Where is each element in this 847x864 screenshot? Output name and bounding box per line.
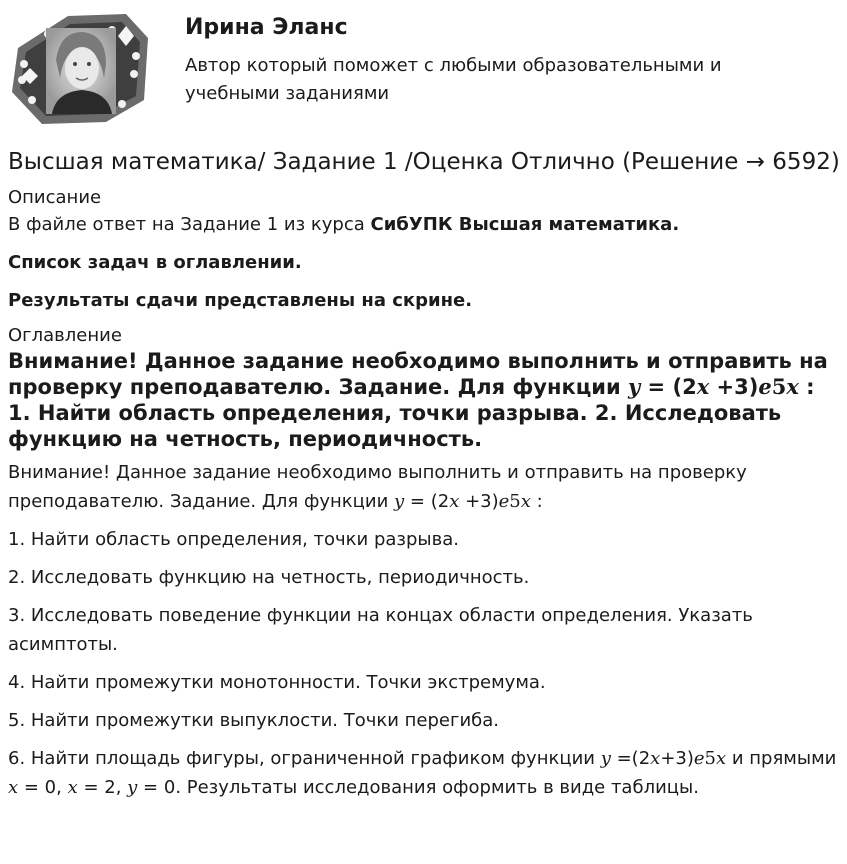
task-statement [8,458,840,516]
math-e: e [498,491,510,512]
toc-heading-text-2: : 1. Найти область определения, точки разрыва. 2. Исследовать функцию на четность, периодичность. [8,375,815,451]
math-5: 5 [771,374,787,399]
avatar[interactable] [8,8,152,126]
task-item-5: 5. Найти промежутки выпуклости. Точки перегиба. [8,710,500,731]
description-label: Описание [8,187,102,208]
math-5: 5 [509,491,521,512]
math-eq0b: = 0 [137,777,176,798]
math-x: x [8,777,19,798]
description-intro-text: В файле ответ на Задание 1 из курса [8,214,371,235]
task-item-6-mid: и прямыми [726,748,837,769]
toc-heading [8,348,840,452]
math-eq: =(2 [610,748,651,769]
math-5: 5 [704,748,716,769]
task-item-6-suffix: . Результаты исследования оформить в виде таблицы. [175,777,699,798]
math-x: x [715,748,727,769]
math-x: x [449,491,460,512]
math-e: e [758,374,772,399]
task-item-1: 1. Найти область определения, точки разрыва. [8,529,459,550]
math-eq0: = 0, [18,777,68,798]
author-card [0,0,847,130]
task-statement-text: Внимание! Данное задание необходимо выполнить и отправить на проверку преподавателю. Задание. Для функции [8,462,747,512]
task-item-2: 2. Исследовать функцию на четность, периодичность. [8,567,530,588]
course-name: СибУПК Высшая математика. [370,214,680,235]
math-x: x [786,374,799,399]
math-plus: +3) [709,375,759,399]
math-plus: +3) [660,748,694,769]
math-y: y [628,374,641,399]
task-item-3: 3. Исследовать поведение функции на концах области определения. Указать асимптоты. [8,605,753,655]
math-x: x [696,374,710,399]
task-item-6 [8,744,840,802]
task-item-6-text: 6. Найти площадь фигуры, ограниченной графиком функции [8,748,601,769]
tasks-note: Список задач в оглавлении. [8,252,302,273]
toc-label: Оглавление [8,325,122,346]
page-title: Высшая математика/ Задание 1 /Оценка Отлично (Решение → 6592) [8,149,840,175]
math-y: y [127,777,138,798]
toc-heading-text: Внимание! Данное задание необходимо выполнить и отправить на проверку преподавателю. Задание. Для функции [8,349,828,399]
author-portrait-icon [8,8,152,126]
math-x: x [67,777,78,798]
math-x: x [520,491,531,512]
author-description: Автор который поможет с любыми образовательными и учебными заданиями [185,55,722,104]
math-y: y [600,748,611,769]
results-note: Результаты сдачи представлены на скрине. [8,290,473,311]
task-item-4: 4. Найти промежутки монотонности. Точки экстремума. [8,672,546,693]
math-eq: = (2 [640,375,697,399]
author-name[interactable]: Ирина Эланс [185,15,348,40]
math-eq2: = 2, [77,777,128,798]
main-content [8,148,840,802]
math-y: y [394,491,405,512]
task-statement-colon: : [530,491,543,512]
math-eq: = (2 [404,491,450,512]
math-plus: +3) [459,491,499,512]
math-x: x [650,748,661,769]
description-intro [8,210,840,239]
math-e: e [693,748,705,769]
